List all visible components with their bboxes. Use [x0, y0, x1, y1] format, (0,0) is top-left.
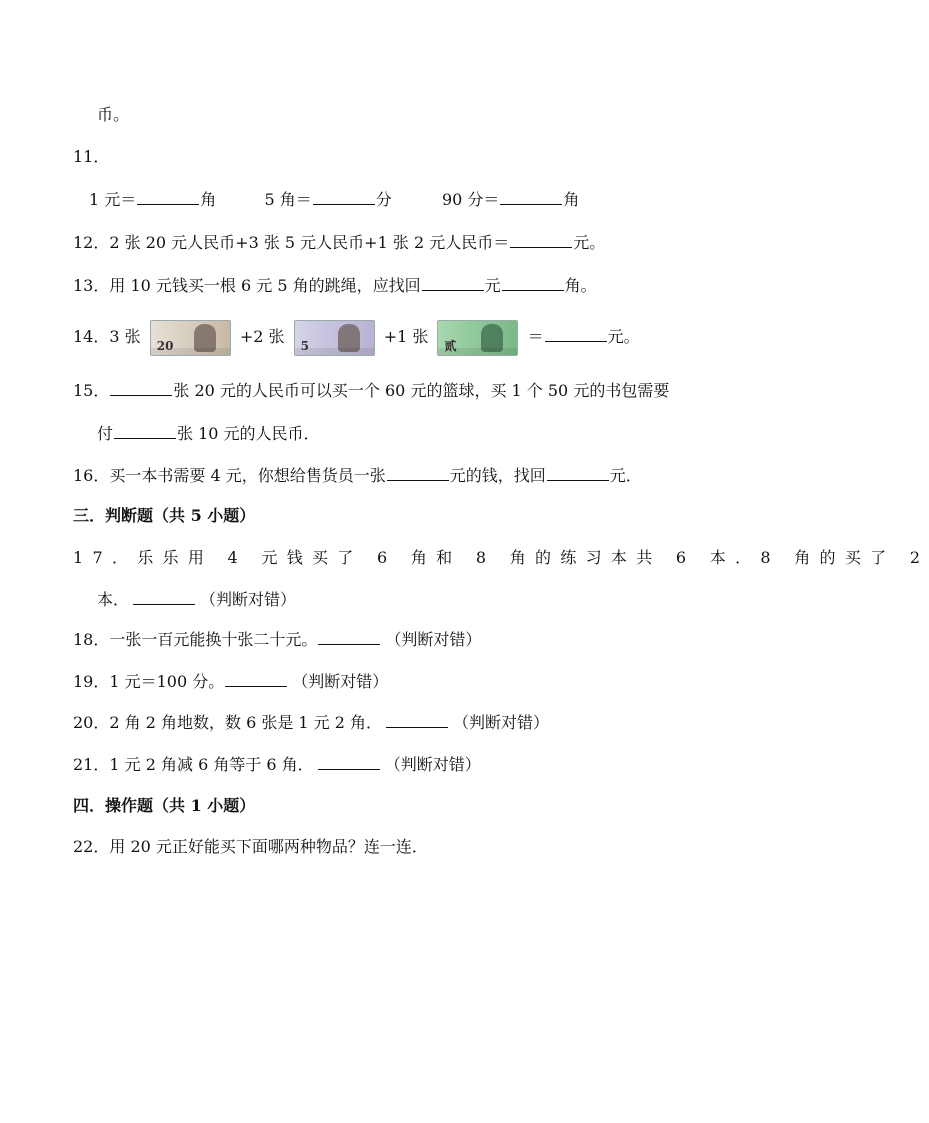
question-17-line1 — [73, 547, 929, 569]
question-22 — [73, 836, 428, 858]
fragment-text: 币。 — [97, 105, 130, 124]
q14-eq: ＝ — [527, 327, 544, 346]
q11-num: 11． — [73, 147, 110, 166]
rmb-5-yuan-note-icon — [294, 320, 375, 356]
q21-blank[interactable] — [318, 755, 380, 770]
bill-20-label: 20 — [156, 338, 174, 353]
question-16 — [73, 465, 642, 487]
q14-plus2: +2 张 — [239, 327, 285, 346]
q17-blank[interactable] — [133, 590, 195, 605]
q16-blank-1[interactable] — [387, 466, 449, 481]
q11-c-unit: 角 — [563, 190, 580, 209]
q11-b: 5 角＝ — [264, 190, 312, 209]
q16-end: 元． — [609, 466, 642, 485]
q18-text: 18．一张一百元能换十张二十元。 — [73, 630, 318, 649]
rmb-2-yuan-note-icon — [437, 320, 518, 356]
q20-blank[interactable] — [386, 713, 448, 728]
q19-note: （判断对错） — [292, 672, 389, 691]
q21-note: （判断对错） — [384, 755, 481, 774]
q15-l2-end: 张 10 元的人民币． — [177, 424, 320, 443]
q20-note: （判断对错） — [453, 713, 550, 732]
q11-blank-a[interactable] — [137, 190, 199, 205]
q12-text: 12．2 张 20 元人民币+3 张 5 元人民币+1 张 2 元人民币＝ — [73, 233, 510, 252]
question-12 — [73, 232, 605, 254]
q15-l1-end: 张 20 元的人民币可以买一个 60 元的篮球，买 1 个 50 元的书包需要 — [173, 381, 670, 400]
q13-end: 角。 — [564, 276, 597, 295]
section-3-heading — [73, 505, 255, 527]
q16-mid: 元的钱，找回 — [449, 466, 546, 485]
q14-unit: 元。 — [607, 327, 640, 346]
q15-blank-2[interactable] — [114, 424, 176, 439]
q18-note: （判断对错） — [385, 630, 482, 649]
q11-a: 1 元＝ — [89, 190, 137, 209]
q15-blank-1[interactable] — [110, 381, 172, 396]
q11-c: 90 分＝ — [441, 190, 500, 209]
q18-blank[interactable] — [318, 630, 380, 645]
bill-5-label: 5 — [300, 338, 309, 353]
section-4-heading — [73, 795, 255, 817]
q13-mid: 元 — [484, 276, 501, 295]
question-21 — [73, 754, 481, 776]
q16-text: 16．买一本书需要 4 元，你想给售货员一张 — [73, 466, 386, 485]
question-13 — [73, 275, 597, 297]
q14-blank[interactable] — [545, 327, 607, 342]
q11-b-unit: 分 — [375, 190, 392, 209]
question-17-line2 — [97, 589, 296, 611]
section3-text: 三．判断题（共 5 小题） — [73, 506, 256, 525]
question-11 — [89, 189, 579, 211]
q14-plus1: +1 张 — [383, 327, 429, 346]
q21-text: 21．1 元 2 角减 6 角等于 6 角． — [73, 755, 314, 774]
q12-blank[interactable] — [510, 233, 572, 248]
q11-blank-c[interactable] — [500, 190, 562, 205]
q22-text: 22．用 20 元正好能买下面哪两种物品？连一连． — [73, 837, 428, 856]
q14-num: 14．3 张 — [73, 327, 141, 346]
q13-text: 13．用 10 元钱买一根 6 元 5 角的跳绳，应找回 — [73, 276, 421, 295]
q20-text: 20．2 角 2 角地数，数 6 张是 1 元 2 角． — [73, 713, 383, 732]
q11-a-unit: 角 — [200, 190, 217, 209]
bill-2-label: 贰 — [444, 338, 457, 353]
q15-l2-start: 付 — [97, 424, 114, 443]
q17-line1: 17．乐乐用 4 元钱买了 6 角和 8 角的练习本共 6 本．8 角的买了 2 — [73, 548, 929, 567]
question-15-line2 — [97, 423, 320, 445]
question-19 — [73, 671, 388, 693]
section4-text: 四．操作题（共 1 小题） — [73, 796, 256, 815]
fragment-line — [97, 104, 129, 126]
question-14 — [73, 318, 640, 356]
q17-line2: 本． — [97, 590, 130, 609]
question-18 — [73, 629, 481, 651]
q19-blank[interactable] — [225, 672, 287, 687]
question-11-number — [73, 146, 109, 168]
q19-text: 19．1 元＝100 分。 — [73, 672, 225, 691]
q13-blank-jiao[interactable] — [502, 276, 564, 291]
q17-note: （判断对错） — [200, 590, 297, 609]
question-20 — [73, 712, 549, 734]
question-15-line1 — [73, 380, 669, 402]
q12-unit: 元。 — [573, 233, 606, 252]
q13-blank-yuan[interactable] — [422, 276, 484, 291]
q15-num: 15． — [73, 381, 110, 400]
q11-blank-b[interactable] — [313, 190, 375, 205]
q16-blank-2[interactable] — [547, 466, 609, 481]
rmb-20-yuan-note-icon — [150, 320, 231, 356]
